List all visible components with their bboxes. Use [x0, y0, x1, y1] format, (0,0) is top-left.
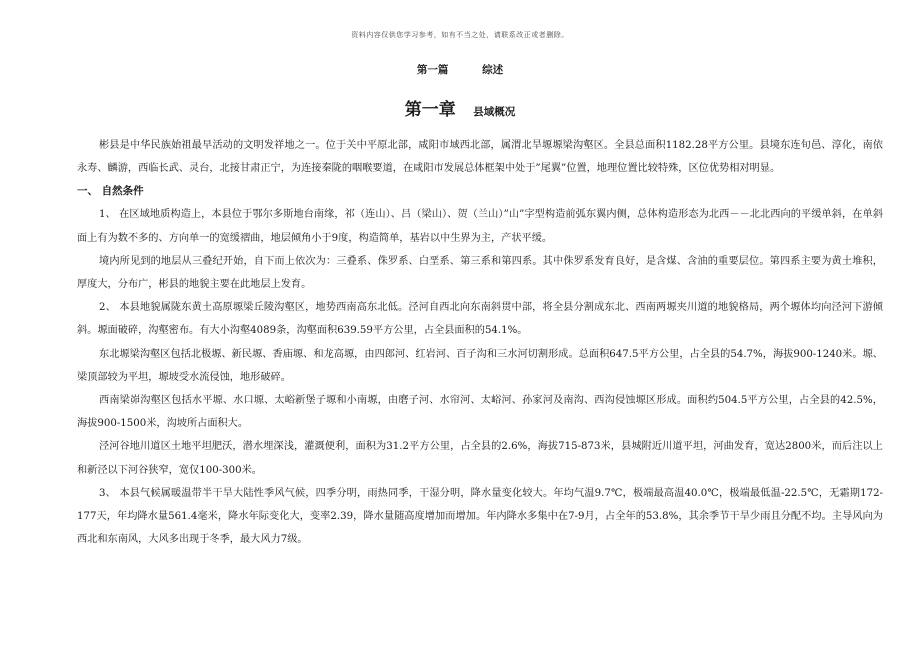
intro-paragraph: 彬县是中华民族始祖最早活动的文明发祥地之一。位于关中平原北部，咸阳市域西北部，属渭北旱塬塬梁沟壑区。全县总面积1182.28平方公里。县境东连旬邑、淳化，南依永寿、麟游，西临长武、灵台，北接甘肃正宁，为连接秦陇的咽喉要道，在咸阳市发展总体框架中处于”尾翼”位置，地理位置比较特殊，区位优势相对明显。	[77, 140, 883, 175]
paragraph-climate: 3、 本县气候属暖温带半干旱大陆性季风气候，四季分明，雨热同季，干湿分明，降水量变化较大。年均气温9.7℃，极端最高温40.0℃，极端最低温-22.5℃，无霜期172-177天，年均降水量561.4毫米，降水年际变化大，变率2.39，降水量随高度增加而增加。年内降水多集中在7-9月，占全年的53.8%，其余季节干旱少雨且分配不均。主导风向为西北和东南风，大风多出现于冬季，最大风力7级。	[77, 487, 883, 546]
paragraph-jing-river-valley: 泾河谷地川道区土地平坦肥沃，潜水埋深浅，灌溉便利，面积为31.2平方公里，占全县的2.6%，海拔715-873米，县城附近川道平坦，河曲发育，宽达2800米，而后注以上和新泾以下河谷狭窄，宽仅100-300米。	[77, 441, 883, 476]
section-heading-natural-conditions: 一、 自然条件	[77, 185, 144, 198]
part-number: 第一篇	[416, 64, 449, 76]
paragraph-geology: 1、 在区域地质构造上，本县位于鄂尔多斯地台南缘，祁（连山）、吕（梁山）、贺（兰山）”山”字型构造前弧东翼内侧，总体构造形态为北西－－北北西向的平缓单斜，在单斜面上有为数不多的、方向单一的宽缓褶曲，地层倾角小于9度，构造简单，基岩以中生界为主，产状平缓。	[77, 209, 883, 244]
disclaimer-header: 资料内容仅供您学习参考，如有不当之处，请联系改正或者删除。	[351, 31, 569, 39]
chapter-title	[0, 95, 920, 120]
chapter-name: 县域概况	[473, 106, 516, 118]
chapter-body	[77, 134, 883, 551]
paragraph-strata: 境内所见到的地层从三叠纪开始，自下而上依次为：三叠系、侏罗系、白垩系、第三系和第四系。其中侏罗系发育良好，是含煤、含油的重要层位。第四系主要为黄土堆积，厚度大，分布广，彬县的地貌主要在此地层上发育。	[77, 255, 883, 291]
paragraph-southwest-region: 西南梁峁沟壑区包括水平塬、水口塬、太峪新堡子塬和小南塬，由磨子河、水帘河、太峪河、孙家河及南沟、西沟侵蚀塬区形成。面积约504.5平方公里，占全县的42.5%，海拔900-1500米，沟坡所占面积大。	[77, 395, 883, 430]
part-title	[0, 62, 920, 77]
paragraph-landform: 2、 本县地貌属陇东黄土高原塬梁丘陵沟壑区，地势西南高东北低。泾河自西北向东南斜贯中部，将全县分割成东北、西南两塬夹川道的地貌格局，两个塬体均向泾河下游倾斜。塬面破碎，沟壑密布。有大小沟壑4089条，沟壑面积639.59平方公里，占全县面积的54.1%。	[77, 302, 883, 337]
chapter-number: 第一章	[404, 100, 456, 120]
paragraph-northeast-region: 东北塬梁沟壑区包括北极塬、新民塬、香庙塬、和龙高塬，由四郎河、红岩河、百子沟和三水河切割形成。总面积647.5平方公里，占全县的54.7%，海拔900-1240米。塬、梁顶部较为平坦，塬坡受水流侵蚀，地形破碎。	[77, 348, 883, 383]
part-name: 综述	[482, 64, 504, 76]
